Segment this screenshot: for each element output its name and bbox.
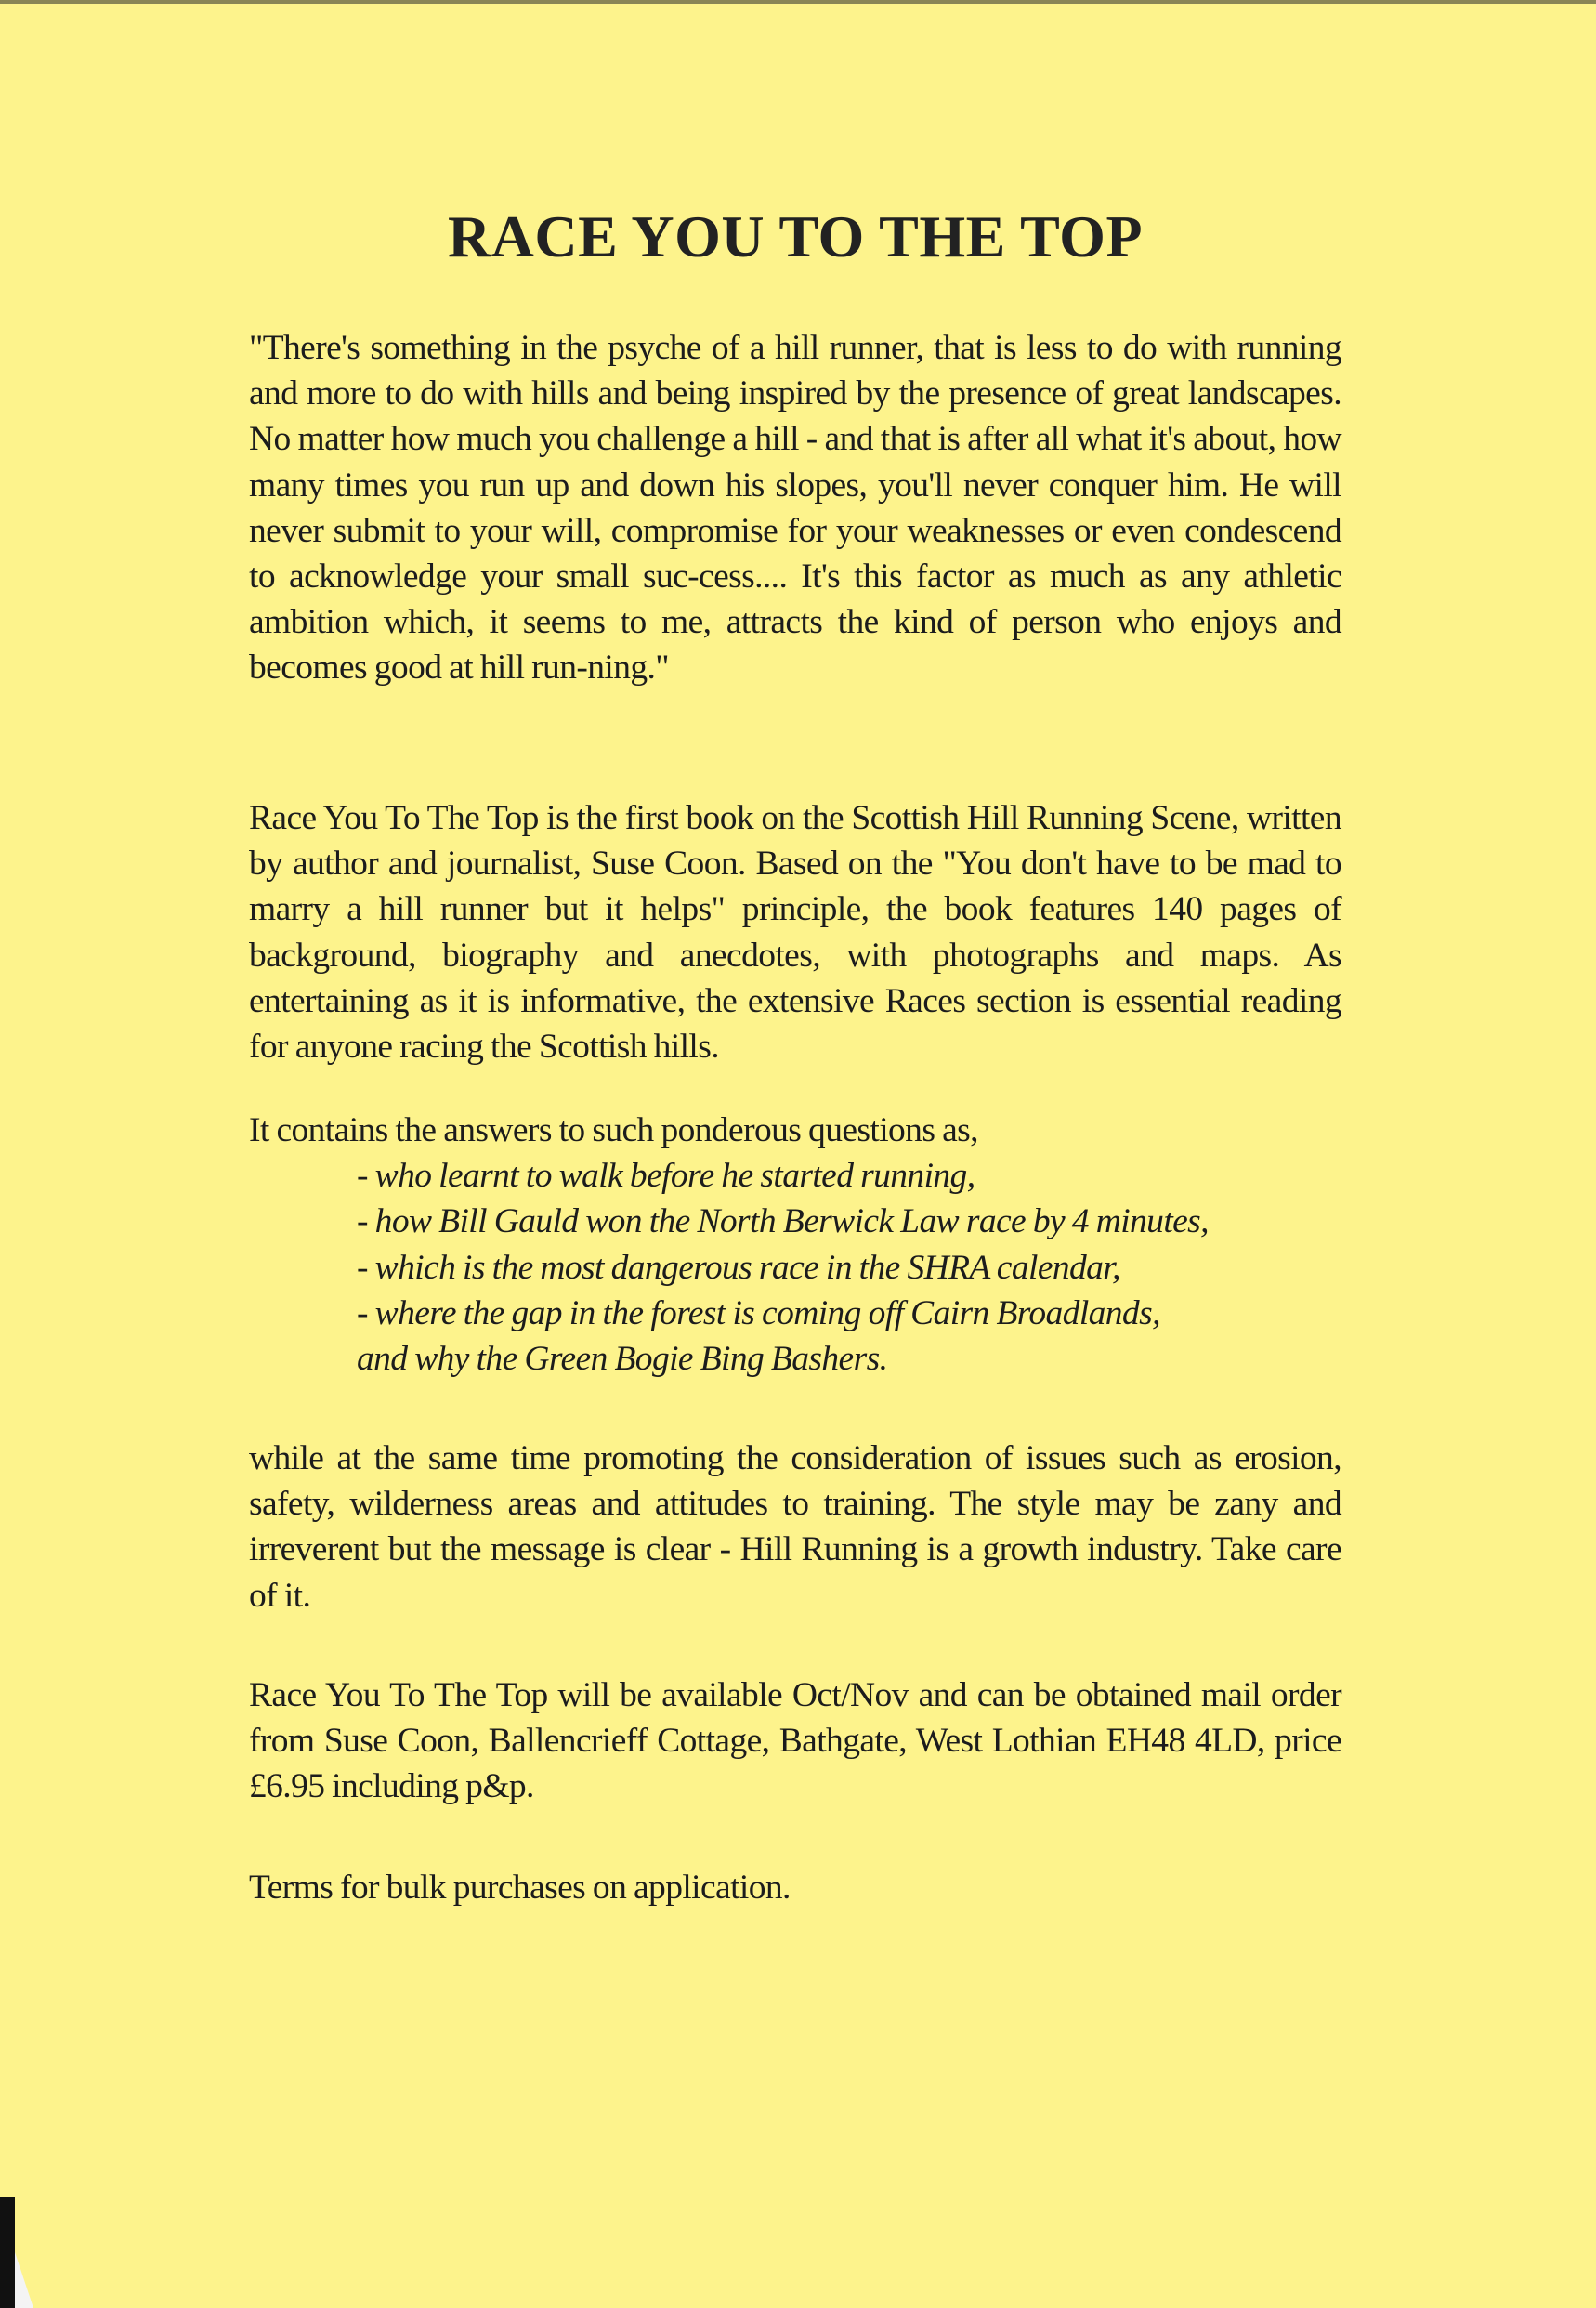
questions-block — [249, 1108, 1341, 1382]
questions-list — [249, 1153, 1341, 1382]
quote-paragraph: "There's something in the psyche of a hill runner, that is less to do with running and more to do with hills and being inspired by the presence of great landscapes. No matter how much you challenge a hill - and that is after all what it's about, how many times you run up and down his slopes, you'll never conquer him. He will never submit to your will, compromise for your weaknesses or even condescend to acknowledge your small suc-cess.... It's this factor as much as any athletic ambition which, it seems to me, attracts the kind of person who enjoys and becomes good at hill run-ning." — [249, 329, 1341, 688]
question-item: - who learnt to walk before he started running, — [357, 1157, 975, 1196]
page-title: RACE YOU TO THE TOP — [447, 203, 1144, 269]
scan-top-edge — [0, 0, 1596, 4]
questions-intro: It contains the answers to such ponderous questions as, — [249, 1111, 978, 1149]
question-item: - which is the most dangerous race in the SHRA calendar, — [357, 1248, 1120, 1287]
folded-corner — [15, 2252, 33, 2308]
question-item: - where the gap in the forest is coming off Cairn Broadlands, — [357, 1293, 1160, 1332]
question-item: - how Bill Gauld won the North Berwick Law race by 4 minutes, — [357, 1202, 1209, 1241]
question-item: and why the Green Bogie Bing Bashers. — [357, 1340, 888, 1379]
availability-paragraph: Race You To The Top will be available Oct/Nov and can be obtained mail order from Suse Coon, Ballencrieff Cottage, Bathgate, West Lothian EH48 4LD, price £6.95 including p&p. — [249, 1676, 1341, 1806]
issues-paragraph: while at the same time promoting the consideration of issues such as erosion, safety, wilderness areas and attitudes to training. The style may be zany and irreverent but the message is clear - Hill Running is a growth industry. Take care of it. — [249, 1439, 1341, 1615]
description-paragraph: Race You To The Top is the first book on the Scottish Hill Running Scene, written by author and journalist, Suse Coon. Based on the "You don't have to be mad to marry a hill runner but it helps" principle, the book features 140 pages of background, biography and anecdotes, with photographs and maps. As entertaining as it is informative, the extensive Races section is essential reading for anyone racing the Scottish hills. — [249, 799, 1341, 1067]
scan-corner-shadow — [0, 2197, 15, 2308]
terms-paragraph: Terms for bulk purchases on application. — [249, 1869, 791, 1907]
